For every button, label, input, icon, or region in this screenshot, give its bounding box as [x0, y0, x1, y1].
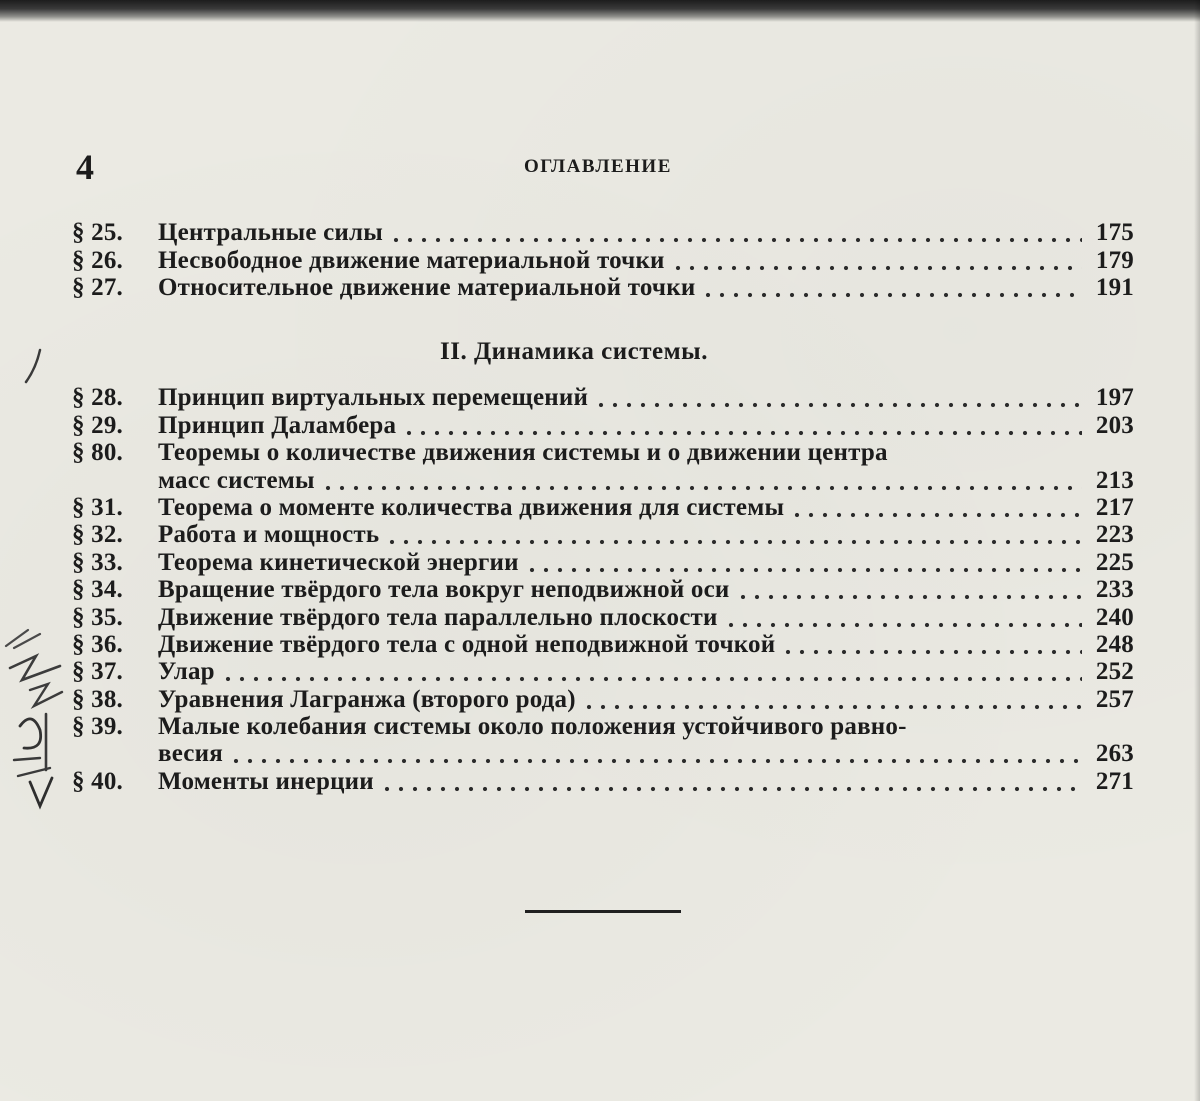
toc-entry: [72, 273, 1134, 300]
toc-entry-title: Работа и мощность: [158, 521, 380, 549]
toc-entry-title: Движение твёрдого тела с одной неподвижной точкой: [158, 630, 776, 658]
toc-section-mark: § 28.: [72, 384, 123, 412]
toc-main-group: [72, 383, 1134, 794]
toc-page-number: 257: [1095, 685, 1134, 713]
toc-dot-leader: [594, 388, 1082, 408]
toc-page-number: 175: [1095, 219, 1134, 247]
toc-entry-title: Теорема о моменте количества движения для системы: [158, 493, 785, 521]
toc-dot-leader: [389, 223, 1082, 243]
toc-top-group: [72, 218, 1134, 300]
toc-entry-title: Малые колебания системы около положения устойчивого равно-: [158, 713, 907, 741]
toc-dot-leader: [321, 471, 1082, 491]
toc-page-number: 225: [1095, 548, 1134, 576]
page-right-edge: [1194, 0, 1200, 1101]
toc-section-mark: § 40.: [72, 767, 123, 795]
toc-entry: [72, 602, 1134, 629]
closing-rule: [525, 910, 681, 913]
toc-entry: [72, 712, 1134, 739]
toc-dot-leader: [701, 278, 1082, 298]
toc-page-number: 263: [1095, 740, 1134, 768]
toc-section-mark: § 39.: [72, 713, 123, 741]
section-heading: II. Динамика системы.: [440, 338, 708, 365]
toc-entry-continuation: [72, 465, 1134, 492]
toc-page-number: 240: [1095, 603, 1134, 631]
toc-entry: [72, 245, 1134, 272]
toc-section-mark: § 36.: [72, 630, 123, 658]
page-top-shadow: [0, 0, 1200, 22]
toc-entry: [72, 493, 1134, 520]
toc-entry-title: Теоремы о количестве движения системы и о движении центра: [158, 439, 888, 467]
toc-entry: [72, 766, 1134, 793]
toc-dot-leader: [582, 690, 1082, 710]
toc-page-number: 203: [1095, 411, 1134, 439]
toc-entry-title: Теорема кинетической энергии: [158, 548, 519, 576]
toc-entry-title: Принцип Даламбера: [158, 411, 397, 439]
toc-dot-leader: [671, 251, 1082, 271]
toc-dot-leader: [385, 525, 1082, 545]
toc-section-mark: § 25.: [72, 219, 123, 247]
toc-entry: [72, 383, 1134, 410]
toc-page-number: 217: [1095, 493, 1134, 521]
toc-section-mark: § 80.: [72, 439, 123, 467]
toc-page-number: 179: [1095, 246, 1134, 274]
toc-dot-leader: [380, 772, 1082, 792]
toc-dot-leader: [229, 744, 1082, 764]
toc-entry: [72, 438, 1134, 465]
toc-entry-title: весия: [158, 740, 223, 768]
toc-entry: [72, 410, 1134, 437]
toc-entry-title: Несвободное движение материальной точки: [158, 246, 665, 274]
toc-section-mark: § 32.: [72, 521, 123, 549]
toc-dot-leader: [221, 662, 1082, 682]
toc-page-number: 191: [1095, 274, 1134, 302]
toc-entry: [72, 630, 1134, 657]
toc-page-number: 223: [1095, 521, 1134, 549]
toc-page-number: 271: [1095, 767, 1134, 795]
toc-entry: [72, 218, 1134, 245]
toc-page-number: 252: [1095, 658, 1134, 686]
toc-entry-title: Улар: [158, 658, 215, 686]
toc-entry-continuation: [72, 739, 1134, 766]
toc-entry-title: Относительное движение материальной точки: [158, 274, 696, 302]
toc-page-number: 233: [1095, 576, 1134, 604]
pencil-margin-marks: [0, 330, 90, 830]
toc-section-mark: § 35.: [72, 603, 123, 631]
toc-page-number: 213: [1095, 466, 1134, 494]
running-header-title: ОГЛАВЛЕНИЕ: [524, 156, 672, 177]
toc-dot-leader: [724, 608, 1082, 628]
toc-page-number: 197: [1095, 384, 1134, 412]
toc-entry-title: Вращение твёрдого тела вокруг неподвижной оси: [158, 576, 730, 604]
toc-dot-leader: [781, 635, 1082, 655]
toc-entry: [72, 575, 1134, 602]
toc-dot-leader: [736, 580, 1083, 600]
toc-section-mark: § 33.: [72, 548, 123, 576]
toc-section-mark: § 29.: [72, 411, 123, 439]
toc-entry-title: Центральные силы: [158, 219, 383, 247]
toc-dot-leader: [525, 553, 1082, 573]
toc-entry-title: Принцип виртуальных перемещений: [158, 384, 589, 412]
toc-entry-title: Уравнения Лагранжа (второго рода): [158, 685, 576, 713]
toc-entry: [72, 520, 1134, 547]
toc-entry: [72, 547, 1134, 574]
toc-section-mark: § 31.: [72, 493, 123, 521]
toc-entry-title: масс системы: [158, 466, 315, 494]
toc-section-mark: § 37.: [72, 658, 123, 686]
toc-section-mark: § 38.: [72, 685, 123, 713]
toc-entry: [72, 684, 1134, 711]
page-number: 4: [76, 147, 94, 187]
toc-entry-title: Движение твёрдого тела параллельно плоскости: [158, 603, 718, 631]
toc-section-mark: § 27.: [72, 274, 123, 302]
toc-entry-title: Моменты инерции: [158, 767, 374, 795]
toc-dot-leader: [402, 416, 1082, 436]
toc-dot-leader: [790, 498, 1082, 518]
toc-entry: [72, 657, 1134, 684]
toc-section-mark: § 34.: [72, 576, 123, 604]
toc-page-number: 248: [1095, 630, 1134, 658]
toc-section-mark: § 26.: [72, 246, 123, 274]
